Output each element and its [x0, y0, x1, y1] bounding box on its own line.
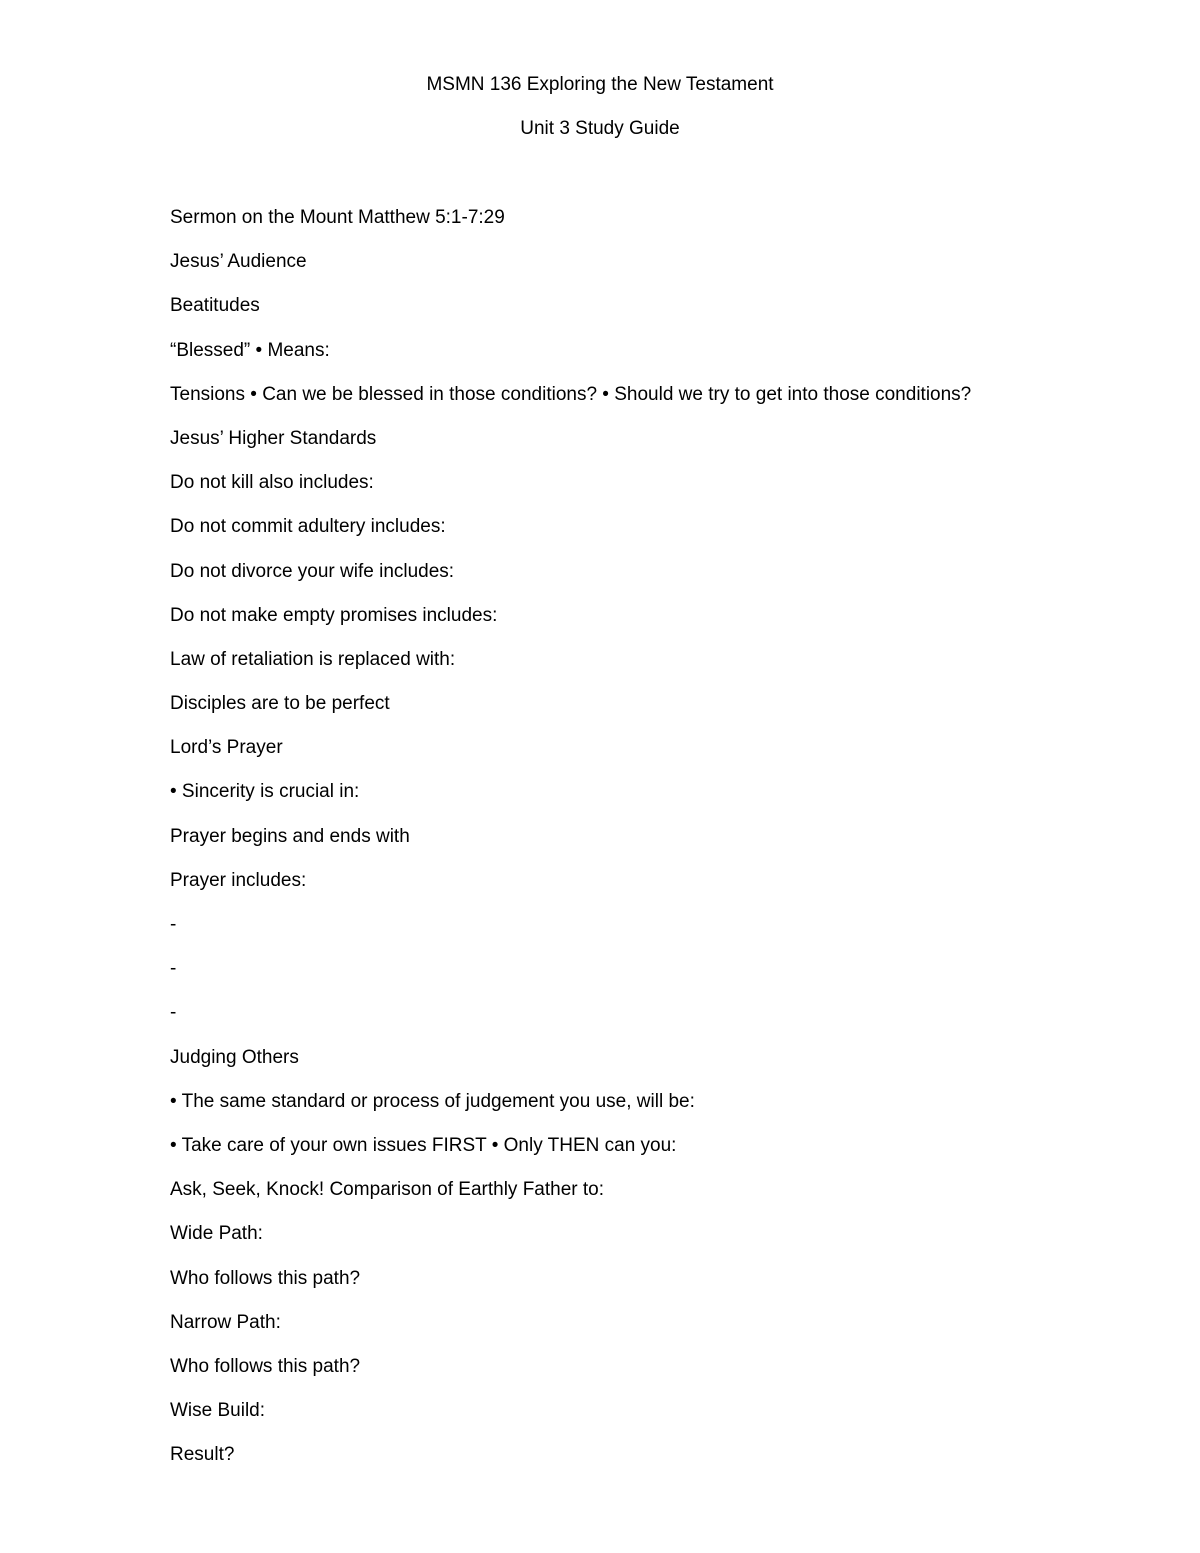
line-same-standard: • The same standard or process of judgement you use, will be: — [170, 1090, 695, 1112]
line-do-not-commit-adultery: Do not commit adultery includes: — [170, 516, 446, 538]
line-higher-standards: Jesus’ Higher Standards — [170, 427, 377, 449]
line-do-not-kill: Do not kill also includes: — [170, 472, 374, 494]
document-subtitle: Unit 3 Study Guide — [520, 118, 680, 139]
line-beatitudes: Beatitudes — [170, 295, 260, 317]
line-sermon-on-the-mount: Sermon on the Mount Matthew 5:1-7:29 — [170, 207, 505, 228]
line-lords-prayer: Lord’s Prayer — [170, 737, 283, 759]
line-sincerity: • Sincerity is crucial in: — [170, 781, 360, 803]
line-empty-promises: Do not make empty promises includes: — [170, 604, 498, 626]
line-blank-dash-2: - — [170, 958, 177, 980]
line-blank-dash-1: - — [170, 914, 177, 935]
line-result: Result? — [170, 1444, 235, 1466]
line-ask-seek-knock: Ask, Seek, Knock! Comparison of Earthly Father to: — [170, 1179, 605, 1201]
line-jesus-audience: Jesus’ Audience — [170, 251, 307, 273]
line-narrow-path: Narrow Path: — [170, 1311, 281, 1333]
line-narrow-path-followers: Who follows this path? — [170, 1355, 361, 1377]
line-disciples-perfect: Disciples are to be perfect — [170, 693, 390, 715]
document-title: MSMN 136 Exploring the New Testament — [426, 74, 774, 95]
line-wide-path: Wide Path: — [170, 1223, 263, 1245]
line-law-of-retaliation: Law of retaliation is replaced with: — [170, 648, 456, 670]
line-own-issues-first: • Take care of your own issues FIRST • Only THEN can you: — [170, 1134, 677, 1156]
line-do-not-divorce: Do not divorce your wife includes: — [170, 560, 455, 582]
line-judging-others: Judging Others — [170, 1046, 299, 1068]
line-wise-build: Wise Build: — [170, 1400, 266, 1422]
line-blank-dash-3: - — [170, 1002, 177, 1024]
line-tensions: Tensions • Can we be blessed in those conditions? • Should we try to get into those conditions? — [170, 383, 972, 405]
line-wide-path-followers: Who follows this path? — [170, 1267, 361, 1289]
study-guide-lines — [170, 206, 1150, 1487]
line-prayer-includes: Prayer includes: — [170, 869, 307, 891]
line-prayer-begins: Prayer begins and ends with — [170, 825, 410, 847]
line-blessed-means: “Blessed” • Means: — [170, 339, 330, 361]
